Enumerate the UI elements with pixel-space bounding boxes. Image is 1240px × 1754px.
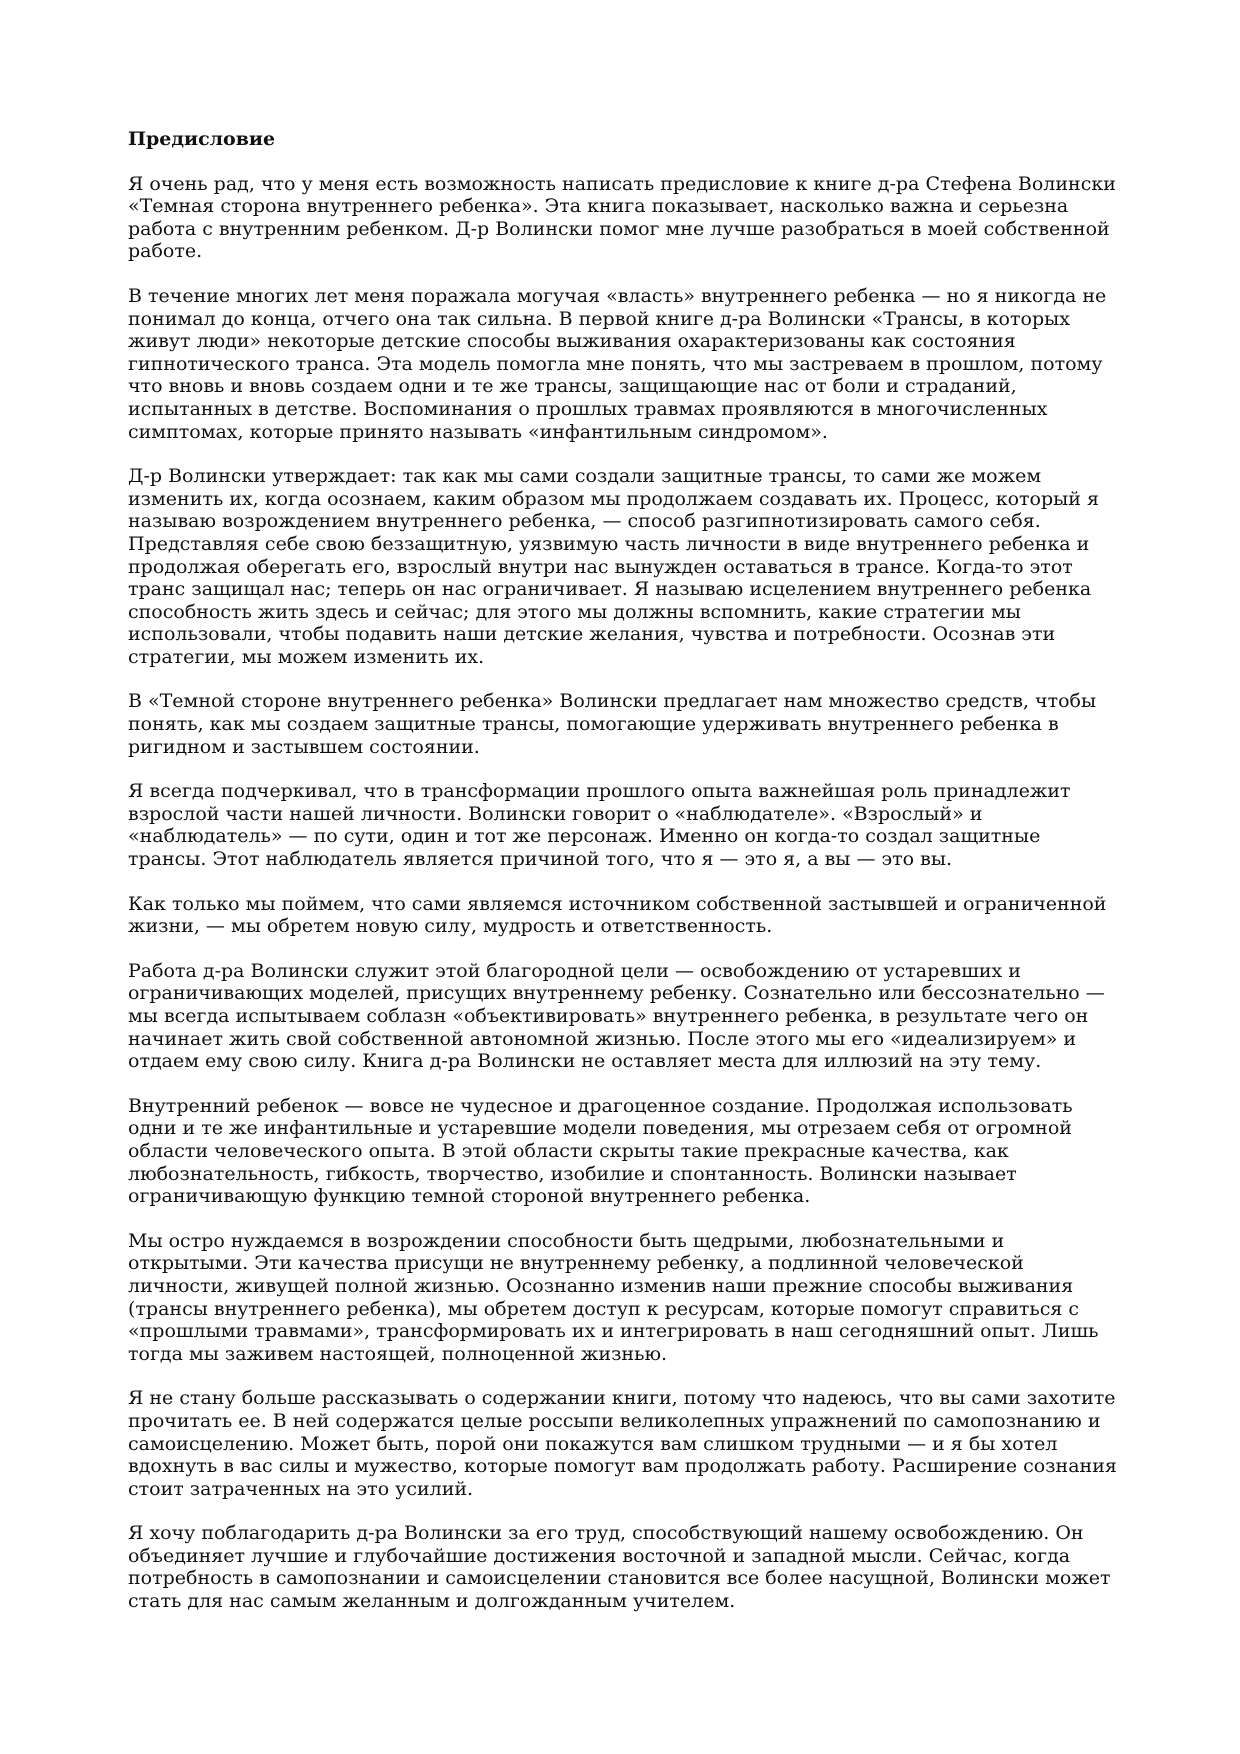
paragraph-3: Д-р Волински утверждает: так как мы сами создали защитные трансы, то сами же можем изменить их, когда осознаем, каким образом мы продолжаем создавать их. Процесс, который я называю возрождением внутреннего ребенка, — способ разгипнотизировать самого себя. Представляя себе свою беззащитную, уязвимую часть личности в виде внутреннего ребенка и продолжая оберегать его, взрослый внутри нас вынужден оставаться в трансе. Когда-то этот транс защищал нас; теперь он нас ограничивает. Я называю исцелением внутреннего ребенка способность жить здесь и сейчас; для этого мы должны вспомнить, какие стратегии мы использовали, чтобы подавить наши детские желания, чувства и потребности. Осознав эти стратегии, мы можем изменить их. — [128, 465, 1099, 668]
paragraph-10: Я не стану больше рассказывать о содержании книги, потому что надеюсь, что вы сами захотите прочитать ее. В ней содержатся целые россыпи великолепных упражнений по самопознанию и самоисцелению. Может быть, порой они покажутся вам слишком трудными — и я бы хотел вдохнуть в вас силы и мужество, которые помогут вам продолжать работу. Расширение сознания стоит затраченных на это усилий. — [128, 1387, 1117, 1500]
paragraph-4: В «Темной стороне внутреннего ребенка» Волински предлагает нам множество средств, чтобы понять, как мы создаем защитные трансы, помогающие удерживать внутреннего ребенка в ригидном и застывшем состоянии. — [128, 690, 1097, 758]
paragraph-7: Работа д-ра Волински служит этой благородной цели — освобождению от устаревших и ограничивающих моделей, присущих внутреннему ребенку. Сознательно или бессознательно — мы всегда испытываем соблазн «объективировать» внутреннего ребенка, в результате чего он начинает жить свой собственной автономной жизнью. После этого мы его «идеализируем» и отдаем ему свою силу. Книга д-ра Волински не оставляет места для иллюзий на эту тему. — [128, 959, 1105, 1073]
paragraph-8: Внутренний ребенок — вовсе не чудесное и драгоценное создание. Продолжая использовать одни и те же инфантильные и устаревшие модели поведения, мы отрезаем себя от огромной области человеческого опыта. В этой области скрыты такие прекрасные качества, как любознательность, гибкость, творчество, изобилие и спонтанность. Волински называет ограничивающую функцию темной стороной внутреннего ребенка. — [128, 1094, 1073, 1208]
document-title: Предисловие — [128, 128, 276, 150]
document-page — [128, 128, 1118, 1635]
paragraph-2: В течение многих лет меня поражала могучая «власть» внутреннего ребенка — но я никогда не понимал до конца, отчего она так сильна. В первой книге д-ра Волински «Трансы, в которых живут люди» некоторые детские способы выживания охарактеризованы как состояния гипнотического транса. Эта модель помогла мне понять, что мы застреваем в прошлом, потому что вновь и вновь создаем одни и те же трансы, защищающие нас от боли и страданий, испытанных в детстве. Воспоминания о прошлых травмах проявляются в многочисленных симптомах, которые принято называть «инфантильным синдромом». — [128, 284, 1107, 443]
paragraph-6: Как только мы поймем, что сами являемся источником собственной застывшей и ограниченной жизни, — мы обретем новую силу, мудрость и ответственность. — [128, 892, 1107, 938]
paragraph-11: Я хочу поблагодарить д-ра Волински за его труд, способствующий нашему освобождению. Он объединяет лучшие и глубочайшие достижения восточной и западной мысли. Сейчас, когда потребность в самопознании и самоисцелении становится все более насущной, Волински может стать для нас самым желанным и долгожданным учителем. — [128, 1522, 1111, 1613]
paragraph-5: Я всегда подчеркивал, что в трансформации прошлого опыта важнейшая роль принадлежит взрослой части нашей личности. Волински говорит о «наблюдателе». «Взрослый» и «наблюдатель» — по сути, один и тот же персонаж. Именно он когда-то создал защитные трансы. Этот наблюдатель является причиной того, что я — это я, а вы — это вы. — [128, 780, 1071, 871]
paragraph-1: Я очень рад, что у меня есть возможность написать предисловие к книге д-ра Стефена Волински «Темная сторона внутреннего ребенка». Эта книга показывает, насколько важна и серьезна работа с внутренним ребенком. Д-р Волински помог мне лучше разобраться в моей собственной работе. — [128, 172, 1116, 263]
paragraph-9: Мы остро нуждаемся в возрождении способности быть щедрыми, любознательными и открытыми. Эти качества присущи не внутреннему ребенку, а подлинной человеческой личности, живущей полной жизнью. Осознанно изменив наши прежние способы выживания (трансы внутреннего ребенка), мы обретем доступ к ресурсам, которые помогут справиться с «прошлыми травмами», трансформировать их и интегрировать в наш сегодняшний опыт. Лишь тогда мы заживем настоящей, полноценной жизнью. — [128, 1229, 1099, 1365]
